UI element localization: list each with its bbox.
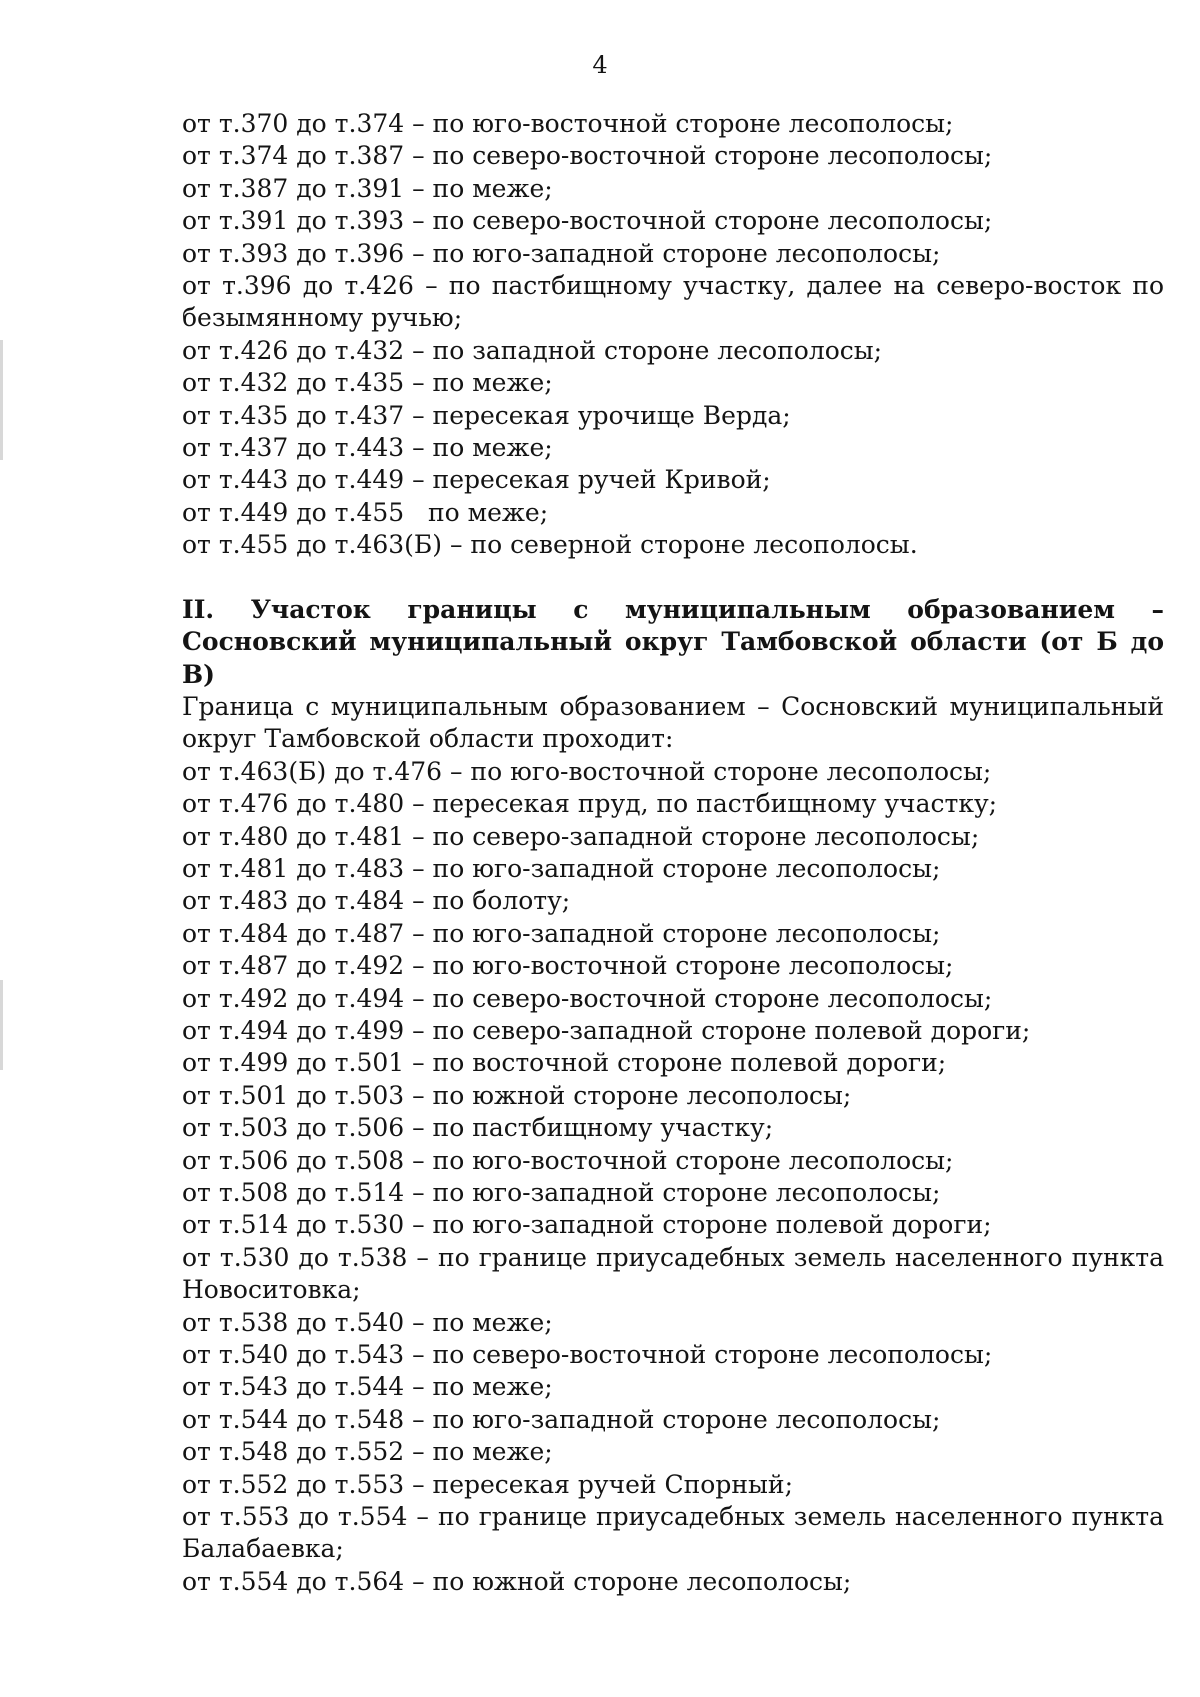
section-heading: II. Участок границы с муниципальным образованием – Сосновский муниципальный округ Тамбовской области (от Б до В) <box>182 594 1164 689</box>
boundary-paragraph: от т.396 до т.426 – по пастбищному участку, далее на северо-восток по безымянному ручью; <box>182 271 1164 333</box>
boundary-line: от т.435 до т.437 – пересекая урочище Верда; <box>182 400 791 430</box>
boundary-line: от т.476 до т.480 – пересекая пруд, по пастбищному участку; <box>182 789 998 819</box>
scan-edge-mark <box>0 980 3 1070</box>
boundary-line: от т.514 до т.530 – по юго-западной стороне полевой дороги; <box>182 1210 992 1240</box>
boundary-line: от т.506 до т.508 – по юго-восточной стороне лесополосы; <box>182 1145 954 1175</box>
boundary-line: от т.484 до т.487 – по юго-западной стороне лесополосы; <box>182 918 941 948</box>
boundary-line: от т.387 до т.391 – по меже; <box>182 173 553 203</box>
boundary-line: от т.449 до т.455 по меже; <box>182 497 549 527</box>
boundary-line: от т.393 до т.396 – по юго-западной стороне лесополосы; <box>182 238 941 268</box>
boundary-line: от т.455 до т.463(Б) – по северной стороне лесополосы. <box>182 530 918 560</box>
boundary-line: от т.483 до т.484 – по болоту; <box>182 886 571 916</box>
boundary-paragraph: от т.553 до т.554 – по границе приусадебных земель населенного пункта Балабаевка; <box>182 1502 1164 1564</box>
boundary-paragraph: от т.530 до т.538 – по границе приусадебных земель населенного пункта Новоситовка; <box>182 1242 1164 1305</box>
document-body <box>182 108 1164 1598</box>
boundary-line: от т.494 до т.499 – по северо-западной стороне полевой дороги; <box>182 1015 1031 1045</box>
boundary-line: от т.543 до т.544 – по меже; <box>182 1372 553 1402</box>
boundary-line: от т.437 до т.443 – по меже; <box>182 433 553 463</box>
boundary-line: от т.552 до т.553 – пересекая ручей Спорный; <box>182 1469 793 1499</box>
boundary-line: от т.370 до т.374 – по юго-восточной стороне лесополосы; <box>182 109 954 138</box>
boundary-line: от т.487 до т.492 – по юго-восточной стороне лесополосы; <box>182 951 954 981</box>
boundary-line: от т.554 до т.564 – по южной стороне лесополосы; <box>182 1566 852 1596</box>
boundary-line: от т.374 до т.387 – по северо-восточной стороне лесополосы; <box>182 141 993 171</box>
boundary-line: от т.544 до т.548 – по юго-западной стороне лесополосы; <box>182 1404 941 1434</box>
boundary-line: от т.548 до т.552 – по меже; <box>182 1437 553 1467</box>
boundary-line: от т.499 до т.501 – по восточной стороне полевой дороги; <box>182 1048 947 1078</box>
boundary-line: от т.481 до т.483 – по юго-западной стороне лесополосы; <box>182 853 941 883</box>
boundary-line: от т.391 до т.393 – по северо-восточной стороне лесополосы; <box>182 206 993 236</box>
boundary-line: от т.480 до т.481 – по северо-западной стороне лесополосы; <box>182 821 980 851</box>
boundary-line: от т.503 до т.506 – по пастбищному участку; <box>182 1113 774 1143</box>
boundary-line: от т.432 до т.435 – по меже; <box>182 368 553 398</box>
boundary-line: от т.443 до т.449 – пересекая ручей Кривой; <box>182 465 771 495</box>
boundary-line: от т.501 до т.503 – по южной стороне лесополосы; <box>182 1080 852 1110</box>
scan-edge-mark <box>0 340 3 460</box>
page-number: 4 <box>592 51 608 79</box>
boundary-line: от т.538 до т.540 – по меже; <box>182 1307 553 1337</box>
section-intro: Граница с муниципальным образованием – Сосновский муниципальный округ Тамбовской области проходит: <box>182 691 1164 754</box>
boundary-line: от т.508 до т.514 – по юго-западной стороне лесополосы; <box>182 1178 941 1207</box>
boundary-line: от т.426 до т.432 – по западной стороне лесополосы; <box>182 335 883 365</box>
boundary-line: от т.463(Б) до т.476 – по юго-восточной стороне лесополосы; <box>182 756 992 786</box>
boundary-line: от т.540 до т.543 – по северо-восточной стороне лесополосы; <box>182 1340 993 1370</box>
boundary-line: от т.492 до т.494 – по северо-восточной стороне лесополосы; <box>182 983 993 1013</box>
